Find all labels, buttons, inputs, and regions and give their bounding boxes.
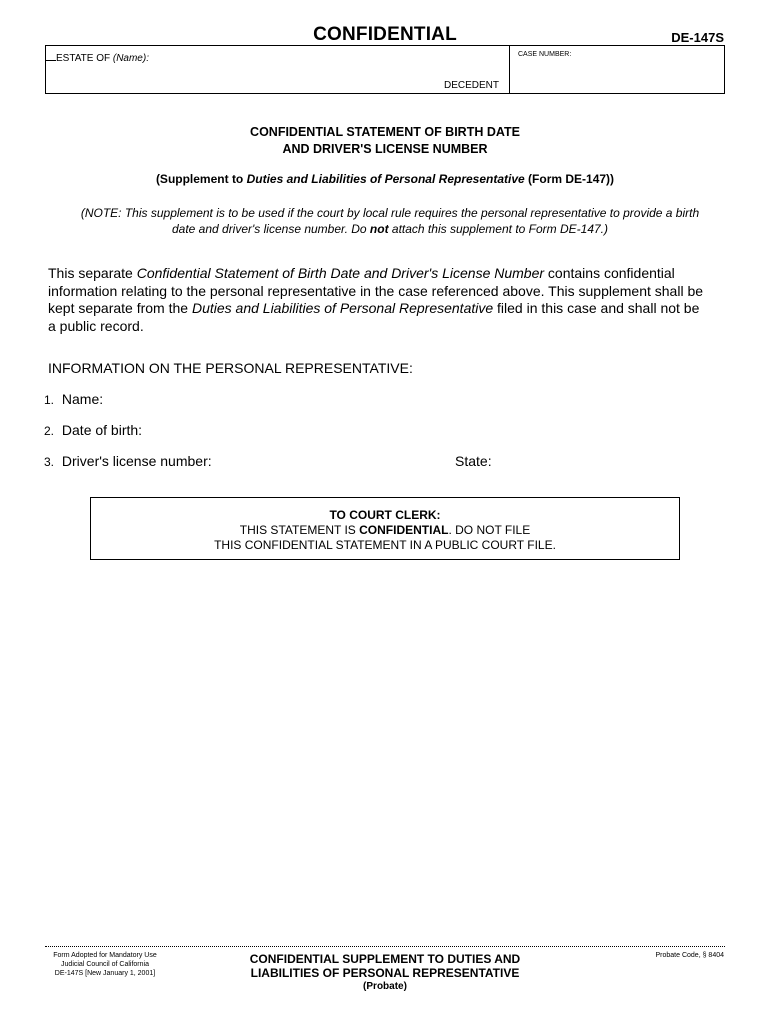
state-label: State: — [455, 453, 492, 469]
clerk-notice-box — [90, 497, 680, 560]
info-heading: INFORMATION ON THE PERSONAL REPRESENTATIVE: — [48, 360, 413, 376]
note-part-2: attach this supplement to Form DE-147.) — [388, 222, 609, 236]
note-part-1: (NOTE: This supplement is to be used if the court by local rule requires the personal representative to provide a birth date and driver's license number. Do — [80, 206, 700, 236]
item-label: Name: — [61, 391, 104, 407]
footer-title — [190, 952, 580, 994]
title-line-2: AND DRIVER'S LICENSE NUMBER — [282, 142, 488, 156]
item-number: 3. — [44, 455, 55, 469]
item-drivers-license — [44, 453, 212, 469]
supplement-suffix: (Form DE-147)) — [524, 172, 615, 186]
supplement-line — [0, 172, 770, 186]
supplement-prefix: (Supplement to — [155, 172, 247, 186]
footer-title-line-2: LIABILITIES OF PERSONAL REPRESENTATIVE — [250, 966, 520, 980]
item-label: Driver's license number: — [61, 453, 212, 469]
estate-label-text: ESTATE OF — [56, 53, 111, 64]
form-number: DE-147S — [671, 30, 724, 45]
body-italic-1: Confidential Statement of Birth Date and Driver's License Number — [136, 265, 545, 281]
clerk-heading: TO COURT CLERK: — [329, 508, 441, 522]
body-text-1: This separate — [48, 265, 137, 281]
decedent-label: DECEDENT — [444, 80, 500, 91]
item-date-of-birth — [44, 422, 142, 438]
footer-probate-code: Probate Code, § 8404 — [655, 952, 724, 959]
supplement-italic: Duties and Liabilities of Personal Representative — [246, 172, 525, 186]
note-paragraph — [70, 205, 710, 237]
footer-left-line-1: Form Adopted for Mandatory Use — [53, 952, 157, 959]
body-italic-2: Duties and Liabilities of Personal Representative — [191, 300, 494, 316]
caption-divider — [509, 46, 510, 94]
footer-left — [45, 951, 165, 978]
caption-box — [45, 45, 725, 94]
body-paragraph — [48, 265, 708, 335]
body-text-2: contains confidential information relating to the personal representative in the case referenced above. This supplement shall be kept separate from the — [48, 265, 704, 316]
clerk-line-1 — [91, 523, 679, 538]
form-title — [0, 124, 770, 158]
title-line-1: CONFIDENTIAL STATEMENT OF BIRTH DATE — [250, 125, 520, 139]
clerk-line-2: THIS CONFIDENTIAL STATEMENT IN A PUBLIC COURT FILE. — [214, 538, 556, 552]
body-text-3: filed in this case and shall not be a public record. — [48, 300, 700, 334]
note-bold: not — [369, 222, 389, 236]
item-number: 1. — [44, 393, 55, 407]
footer-probate: (Probate) — [363, 981, 407, 992]
item-number: 2. — [44, 424, 55, 438]
clerk-line-1-prefix: THIS STATEMENT IS — [239, 523, 360, 537]
estate-underline — [46, 51, 56, 61]
confidential-heading: CONFIDENTIAL — [313, 24, 457, 45]
estate-of-label — [46, 51, 149, 64]
case-number-label: CASE NUMBER: — [518, 51, 572, 58]
item-label: Date of birth: — [61, 422, 143, 438]
name-hint: (Name): — [112, 53, 149, 64]
clerk-line-1-bold: CONFIDENTIAL — [359, 523, 449, 537]
clerk-line-1-suffix: . DO NOT FILE — [448, 523, 531, 537]
footer-left-line-2: Judicial Council of California — [61, 961, 149, 968]
footer-title-line-1: CONFIDENTIAL SUPPLEMENT TO DUTIES AND — [249, 952, 521, 966]
footer-left-line-3: DE-147S [New January 1, 2001] — [54, 970, 156, 977]
footer-divider — [45, 946, 725, 947]
item-name — [44, 391, 103, 407]
